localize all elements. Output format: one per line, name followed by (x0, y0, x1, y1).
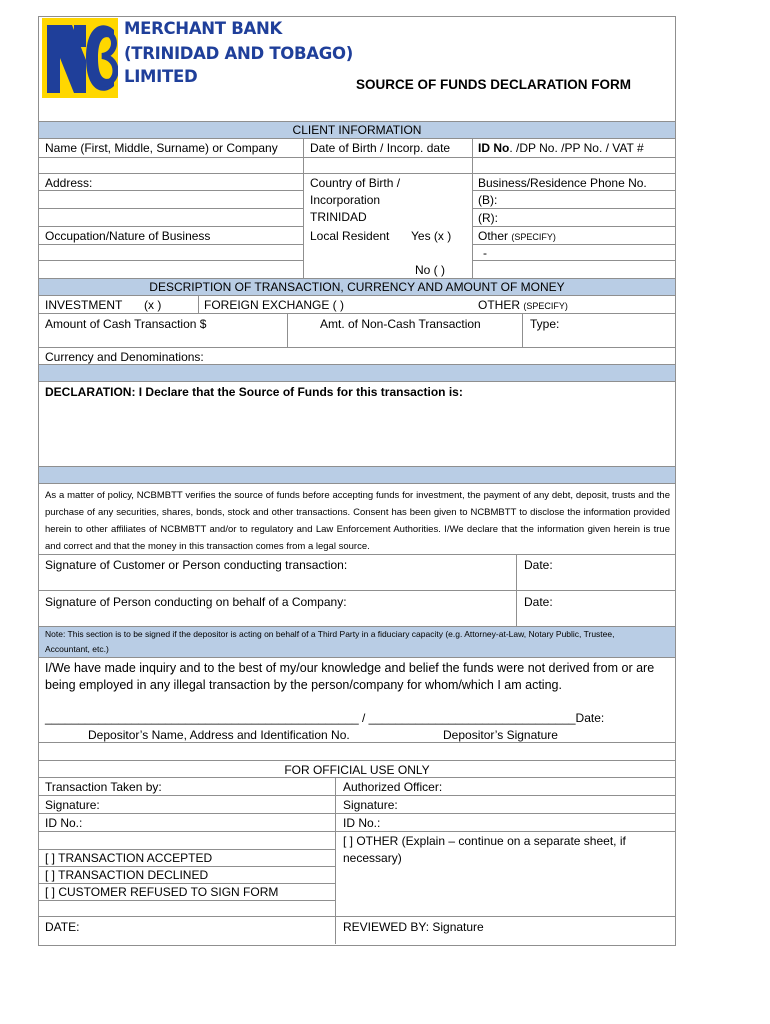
official-date-label: DATE: (45, 920, 80, 934)
company-signature-date: Date: (524, 595, 553, 609)
official-use-title: FOR OFFICIAL USE ONLY (284, 763, 430, 777)
dob-label: Date of Birth / Incorp. date (310, 141, 451, 155)
foreign-exchange-option[interactable]: FOREIGN EXCHANGE ( ) (204, 298, 345, 312)
declaration-title: DECLARATION: I Declare that the Source of Funds for this transaction is: (45, 385, 463, 399)
depositor-sign-line: _______________________________________________ / _______________________________Date: (45, 711, 605, 725)
phone-business: (B): (478, 193, 498, 207)
taken-by-label: Transaction Taken by: (45, 780, 162, 794)
other-transaction-label (478, 298, 568, 312)
customer-refused-checkbox[interactable]: [ ] CUSTOMER REFUSED TO SIGN FORM (45, 885, 279, 899)
phone-residence: (R): (478, 211, 498, 225)
country-label-line1: Country of Birth / (310, 176, 401, 190)
depositor-signature-label: Depositor’s Signature (443, 728, 558, 742)
third-party-note: Note: This section is to be signed if the depositor is acting on behalf of a Third Party in a fiduciary capacity (e.g. Attorney-at-Law, Notary Public, Trustee, Accountant, etc.) (45, 629, 615, 654)
depositor-name-label: Depositor’s Name, Address and Identification No. (88, 728, 350, 742)
form-title: SOURCE OF FUNDS DECLARATION FORM (356, 77, 631, 92)
bank-name-line2: (TRINIDAD AND TOBAGO) (124, 44, 353, 63)
phone-label: Business/Residence Phone No. (478, 176, 647, 190)
address-label: Address: (45, 176, 93, 190)
customer-signature-label: Signature of Customer or Person conducting transaction: (45, 558, 348, 572)
bank-name-line1: MERCHANT BANK (124, 19, 282, 38)
transaction-title: DESCRIPTION OF TRANSACTION, CURRENCY AND AMOUNT OF MONEY (149, 280, 565, 294)
bank-logo (42, 18, 118, 98)
reviewed-by-label: REVIEWED BY: Signature (343, 920, 484, 934)
ncb-logo-icon (42, 18, 118, 98)
id-label-bold: ID No (478, 141, 510, 155)
client-info-title: CLIENT INFORMATION (292, 123, 422, 137)
id-label (478, 141, 644, 155)
officer-id: ID No.: (343, 816, 381, 830)
occupation-label: Occupation/Nature of Business (45, 229, 211, 243)
other-explain-checkbox[interactable]: [ ] OTHER (Explain – continue on a separate sheet, if necessary) (343, 834, 626, 865)
type-label: Type: (530, 317, 560, 331)
other-transaction-text: OTHER (478, 298, 520, 312)
other-transaction-specify: (SPECIFY) (523, 301, 568, 311)
currency-label: Currency and Denominations: (45, 350, 204, 364)
company-signature-label: Signature of Person conducting on behalf of a Company: (45, 595, 347, 609)
local-resident-no[interactable]: No ( ) (415, 263, 445, 277)
policy-paragraph: As a matter of policy, NCBMBTT verifies the source of funds before accepting funds for investment, the payment of any debt, deposit, trusts and the purchase of any securities, shares, bonds, stock and other transactions. Consent has been given to NCBMBTT to disclose the information provided herein to other affiliates of NCBMBTT and/or to regulatory and Law Enforcement Authorities. I/We declare that the information given herein is true and correct and that the money in this transaction comes from a legal source. (45, 490, 670, 552)
inquiry-statement: I/We have made inquiry and to the best of my/our knowledge and belief the funds were not derived from or are being employed in any illegal transaction by the person/company for whom/which I am acting. (45, 661, 655, 692)
other-id-label (478, 229, 556, 243)
transaction-accepted-checkbox[interactable]: [ ] TRANSACTION ACCEPTED (45, 851, 213, 865)
spacer-band-2 (39, 467, 675, 483)
investment-checkbox[interactable]: (x ) (144, 298, 162, 312)
bank-name-line3: LIMITED (124, 67, 198, 86)
taken-by-signature: Signature: (45, 798, 100, 812)
transaction-declined-checkbox[interactable]: [ ] TRANSACTION DECLINED (45, 868, 209, 882)
name-label: Name (First, Middle, Surname) or Company (45, 141, 278, 155)
id-label-rest: . /DP No. /PP No. / VAT # (509, 141, 644, 155)
taken-by-id: ID No.: (45, 816, 83, 830)
other-id-value: - (483, 246, 487, 260)
other-id-text: Other (478, 229, 509, 243)
country-label-line2: Incorporation (310, 193, 381, 207)
country-value: TRINIDAD (310, 210, 367, 224)
customer-signature-date: Date: (524, 558, 553, 572)
noncash-amount-label: Amt. of Non-Cash Transaction (320, 317, 481, 331)
investment-label: INVESTMENT (45, 298, 123, 312)
officer-signature: Signature: (343, 798, 398, 812)
local-resident-label: Local Resident (310, 229, 390, 243)
other-id-specify: (SPECIFY) (511, 232, 556, 242)
local-resident-yes[interactable]: Yes (x ) (411, 229, 452, 243)
spacer-band-1 (39, 365, 675, 381)
cash-amount-label: Amount of Cash Transaction $ (45, 317, 207, 331)
authorized-officer-label: Authorized Officer: (343, 780, 443, 794)
